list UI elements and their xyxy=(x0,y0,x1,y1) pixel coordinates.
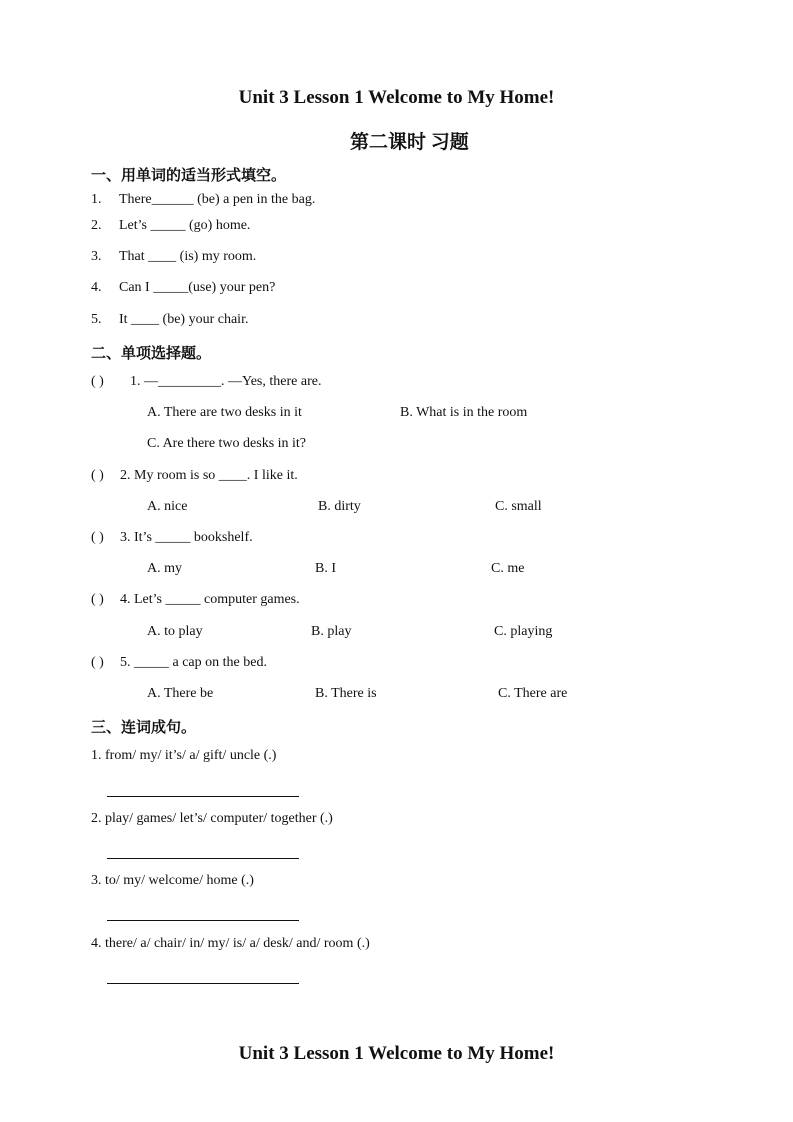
fill-item-text: There______ (be) a pen in the bag. xyxy=(119,192,316,207)
option-a: A. to play xyxy=(147,624,203,639)
sentence-prompt: 2. play/ games/ let’s/ computer/ together (.) xyxy=(91,811,333,826)
option-a: A. There be xyxy=(147,686,214,701)
option-a: A. nice xyxy=(147,499,188,514)
option-b: B. There is xyxy=(315,686,377,701)
fill-item-text: Let’s _____ (go) home. xyxy=(119,218,251,233)
fill-item-number: 1. xyxy=(91,192,102,207)
answer-line[interactable] xyxy=(107,920,299,921)
sentence-prompt: 3. to/ my/ welcome/ home (.) xyxy=(91,873,254,888)
option-b: B. play xyxy=(311,624,352,639)
answer-line[interactable] xyxy=(107,858,299,859)
sentence-prompt: 4. there/ a/ chair/ in/ my/ is/ a/ desk/ and/ room (.) xyxy=(91,936,370,951)
option-c: C. There are xyxy=(498,686,568,701)
question-text: 5. _____ a cap on the bed. xyxy=(120,655,267,670)
option-a: A. There are two desks in it xyxy=(147,405,302,420)
sentence-prompt: 1. from/ my/ it’s/ a/ gift/ uncle (.) xyxy=(91,748,277,763)
question-text: 2. My room is so ____. I like it. xyxy=(120,468,298,483)
option-b: B. dirty xyxy=(318,499,361,514)
answer-bracket[interactable]: ( ) xyxy=(91,655,104,670)
section3-heading: 三、连词成句。 xyxy=(91,720,197,736)
option-b: B. What is in the room xyxy=(400,405,528,420)
answer-line[interactable] xyxy=(107,983,299,984)
fill-item-number: 5. xyxy=(91,312,102,327)
fill-item-text: It ____ (be) your chair. xyxy=(119,312,249,327)
section2-heading: 二、单项选择题。 xyxy=(91,346,212,362)
answer-bracket[interactable]: ( ) xyxy=(91,530,104,545)
option-c: C. small xyxy=(495,499,542,514)
question-text: 3. It’s _____ bookshelf. xyxy=(120,530,253,545)
option-c: C. playing xyxy=(494,624,553,639)
answer-bracket[interactable]: ( ) xyxy=(91,468,104,483)
footer-title: Unit 3 Lesson 1 Welcome to My Home! xyxy=(238,1043,555,1064)
question-text: 4. Let’s _____ computer games. xyxy=(120,592,300,607)
page-title: Unit 3 Lesson 1 Welcome to My Home! xyxy=(238,87,555,108)
question-text: 1. —_________. —Yes, there are. xyxy=(130,374,322,389)
fill-item-text: That ____ (is) my room. xyxy=(119,249,257,264)
option-c: C. Are there two desks in it? xyxy=(147,436,307,451)
fill-item-number: 3. xyxy=(91,249,102,264)
fill-item-number: 4. xyxy=(91,280,102,295)
answer-bracket[interactable]: ( ) xyxy=(91,592,104,607)
answer-line[interactable] xyxy=(107,796,299,797)
section1-heading: 一、用单词的适当形式填空。 xyxy=(91,168,287,184)
option-c: C. me xyxy=(491,561,525,576)
fill-item-text: Can I _____(use) your pen? xyxy=(119,280,276,295)
option-b: B. I xyxy=(315,561,336,576)
option-a: A. my xyxy=(147,561,182,576)
answer-bracket[interactable]: ( ) xyxy=(91,374,104,389)
page-subtitle: 第二课时 习题 xyxy=(350,132,469,153)
fill-item-number: 2. xyxy=(91,218,102,233)
